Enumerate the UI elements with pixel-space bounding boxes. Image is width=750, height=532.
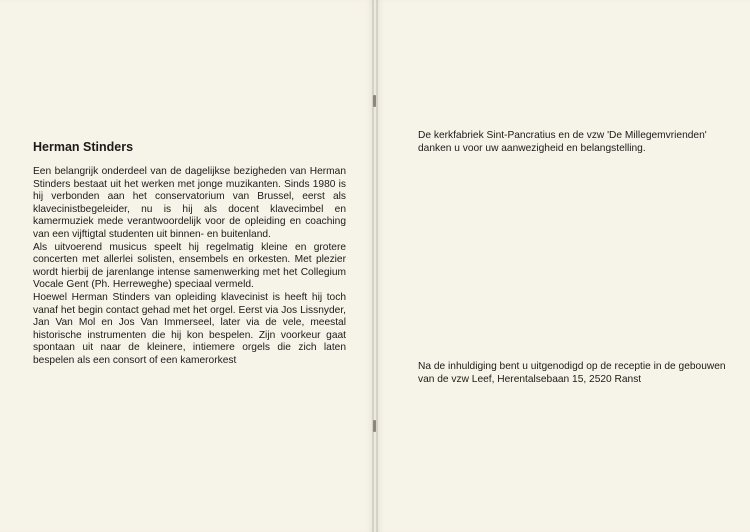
reception-invitation: Na de inhuldiging bent u uitgenodigd op de receptie in de gebouwen van de vzw Leef, Herentalsebaan 15, 2520 Ranst (418, 361, 726, 385)
thanks-text: De kerkfabriek Sint-Pancratius en de vzw 'De Millegemvrienden' danken u voor uw aanwezigheid en belangstelling. (418, 130, 707, 154)
bio-paragraph-1: Een belangrijk onderdeel van de dagelijkse bezigheden van Herman Stinders bestaat uit het werken met jonge muzikanten. Sinds 1980 is hij verbonden aan het conservatorium van Brussel, eerst als klavecinistbegeleider, nu is hij als docent klavecimbel en kamermuziek mede verantwoordelijk voor de opleiding en coaching van een vijftigtal studenten uit binnen- en buitenland. (33, 166, 346, 240)
left-page (0, 0, 374, 532)
spine-fold (372, 0, 378, 532)
bio-text (33, 166, 346, 368)
bio-paragraph-3: Hoewel Herman Stinders van opleiding klavecinist is heeft hij toch vanaf het begin contact gehad met het orgel. Eerst via Jos Lissnyder, Jan Van Mol en Jos Van Immerseel, later via de vele, meestal historische instrumenten die hij kon bespelen. Zijn voorkeur gaat spontaan uit naar de kleinere, intiemere orgels die zich laten bespelen als een consort of een kamerorkest (33, 291, 346, 366)
right-page (376, 0, 750, 532)
staple-top (373, 95, 376, 107)
staple-bottom (373, 420, 376, 432)
bio-paragraph-2: Als uitvoerend musicus speelt hij regelmatig kleine en grotere concerten met allerlei solisten, ensembels en orkesten. Met plezier wordt hierbij de jarenlange intense samenwerking met het Collegium Vocale Gent (Ph. Herreweghe) speciaal vermeld. (33, 241, 346, 291)
bio-heading: Herman Stinders (33, 140, 134, 154)
